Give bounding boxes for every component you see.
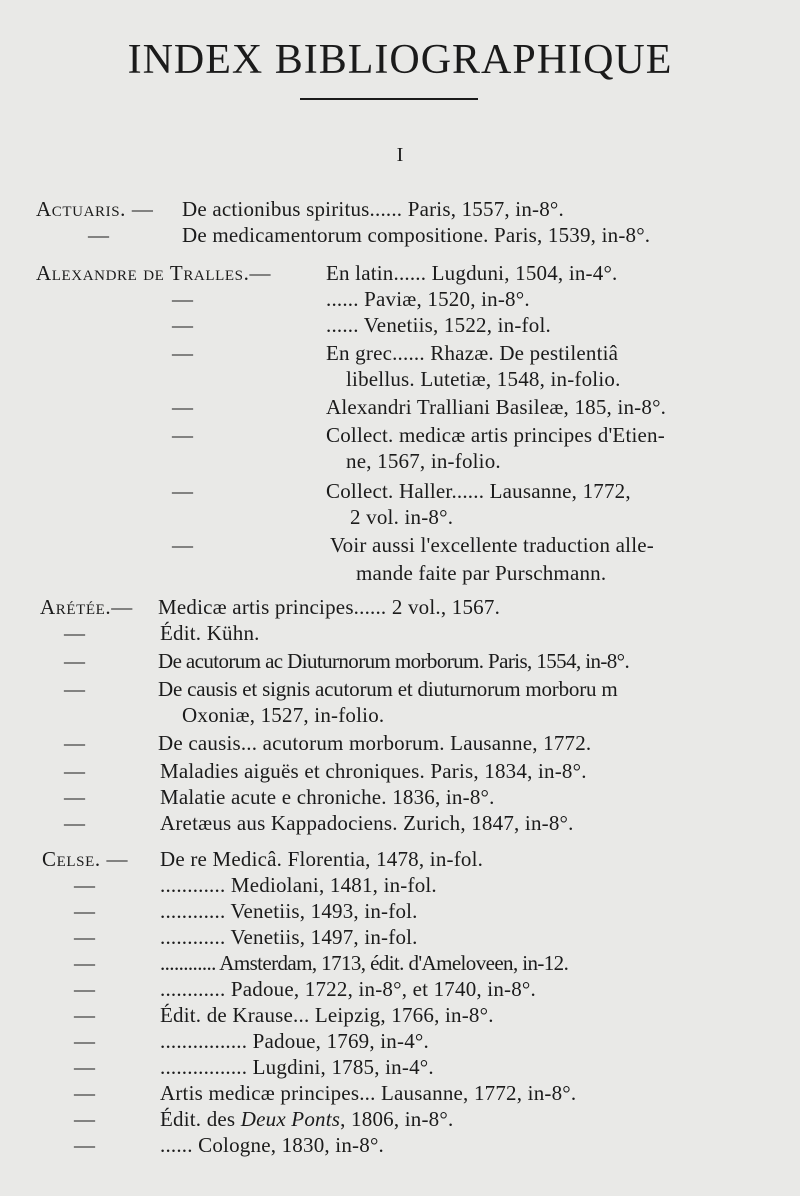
- entry-line: En grec...... Rhazæ. De pestilentiâ: [326, 341, 619, 365]
- entry-line: Collect. medicæ artis principes d'Etien-: [326, 423, 665, 447]
- entry-line: ...... Paviæ, 1520, in-8°.: [326, 287, 530, 311]
- entry-line: ............ Amsterdam, 1713, édit. d'Ameloveen, in-12.: [160, 951, 569, 975]
- ditto-dash: —: [64, 785, 85, 809]
- ditto-dash: —: [64, 731, 85, 755]
- entry-line: De causis... acutorum morborum. Lausanne, 1772.: [158, 731, 592, 755]
- ditto-dash: —: [74, 1055, 95, 1079]
- ditto-dash: —: [74, 1029, 95, 1053]
- entry-line: De causis et signis acutorum et diuturnorum morboru m: [158, 677, 618, 701]
- ditto-dash: —: [74, 925, 95, 949]
- entry-line: ............ Mediolani, 1481, in-fol.: [160, 873, 437, 897]
- ditto-dash: —: [64, 811, 85, 835]
- ditto-dash: —: [74, 1081, 95, 1105]
- ditto-dash: —: [74, 873, 95, 897]
- page-title: INDEX BIBLIOGRAPHIQUE: [127, 37, 673, 83]
- title-rule: [300, 98, 478, 100]
- ditto-dash: —: [74, 1133, 95, 1157]
- entry-line: Alexandri Tralliani Basileæ, 185, in-8°.: [326, 395, 667, 419]
- entry-line: Artis medicæ principes... Lausanne, 1772, in-8°.: [160, 1081, 577, 1105]
- ditto-dash: —: [64, 621, 85, 645]
- ditto-dash: —: [74, 1003, 95, 1027]
- ditto-dash: —: [172, 395, 193, 419]
- entry-line-continued: ne, 1567, in-folio.: [346, 449, 501, 473]
- ditto-dash: —: [74, 1107, 95, 1131]
- ditto-dash: —: [172, 313, 193, 337]
- author-actuaris: Actuaris. —: [36, 197, 154, 221]
- ditto-dash: —: [172, 479, 193, 503]
- entry-line: Medicæ artis principes...... 2 vol., 1567.: [158, 595, 501, 619]
- entry-line-continued: libellus. Lutetiæ, 1548, in-folio.: [346, 367, 621, 391]
- ditto-dash: —: [74, 977, 95, 1001]
- entry-line: ................ Padoue, 1769, in-4°.: [160, 1029, 429, 1053]
- entry-line: ............ Padoue, 1722, in-8°, et 1740, in-8°.: [160, 977, 536, 1001]
- entry-line: ...... Cologne, 1830, in-8°.: [160, 1133, 384, 1157]
- ditto-dash: —: [172, 341, 193, 365]
- author-celse: Celse. —: [42, 847, 129, 871]
- entry-italic-title: Deux Ponts: [240, 1107, 341, 1131]
- ditto-dash: —: [74, 951, 95, 975]
- entry-line-continued: Oxoniæ, 1527, in-folio.: [182, 703, 385, 727]
- entry-line: ............ Venetiis, 1497, in-fol.: [160, 925, 418, 949]
- entry-line: De re Medicâ. Florentia, 1478, in-fol.: [160, 847, 484, 871]
- entry-line: De medicamentorum compositione. Paris, 1539, in-8°.: [182, 223, 651, 247]
- entry-line: Maladies aiguës et chroniques. Paris, 1834, in-8°.: [160, 759, 587, 783]
- ditto-dash: —: [64, 649, 85, 673]
- entry-line-continued: 2 vol. in-8°.: [350, 505, 454, 529]
- entry-line: De actionibus spiritus...... Paris, 1557, in-8°.: [182, 197, 564, 221]
- entry-line: De acutorum ac Diuturnorum morborum. Paris, 1554, in-8°.: [158, 649, 630, 673]
- section-number: I: [396, 144, 404, 166]
- entry-line: Malatie acute e chroniche. 1836, in-8°.: [160, 785, 495, 809]
- entry-line: Voir aussi l'excellente traduction alle-: [330, 533, 654, 557]
- ditto-dash: —: [172, 533, 193, 557]
- entry-line: ...... Venetiis, 1522, in-fol.: [326, 313, 551, 337]
- ditto-dash: —: [88, 223, 109, 247]
- entry-line: Collect. Haller...... Lausanne, 1772,: [326, 479, 631, 503]
- entry-line: Édit. de Krause... Leipzig, 1766, in-8°.: [160, 1003, 494, 1027]
- author-alexandre-de-tralles: Alexandre de Tralles.—: [36, 261, 272, 285]
- entry-line: [160, 1106, 453, 1132]
- entry-text: , 1806, in-8°.: [340, 1107, 454, 1131]
- ditto-dash: —: [64, 677, 85, 701]
- entry-line: En latin...... Lugduni, 1504, in-4°.: [326, 261, 618, 285]
- entry-line-continued: mande faite par Purschmann.: [356, 561, 607, 585]
- entry-line: Aretæus aus Kappadociens. Zurich, 1847, in-8°.: [160, 811, 574, 835]
- ditto-dash: —: [172, 287, 193, 311]
- ditto-dash: —: [64, 759, 85, 783]
- author-aretee: Arétée.—: [40, 595, 133, 619]
- ditto-dash: —: [74, 899, 95, 923]
- entry-line: ................ Lugdini, 1785, in-4°.: [160, 1055, 434, 1079]
- entry-line: Édit. Kühn.: [160, 621, 260, 645]
- ditto-dash: —: [172, 423, 193, 447]
- entry-text: Édit. des: [160, 1107, 241, 1131]
- entry-line: ............ Venetiis, 1493, in-fol.: [160, 899, 418, 923]
